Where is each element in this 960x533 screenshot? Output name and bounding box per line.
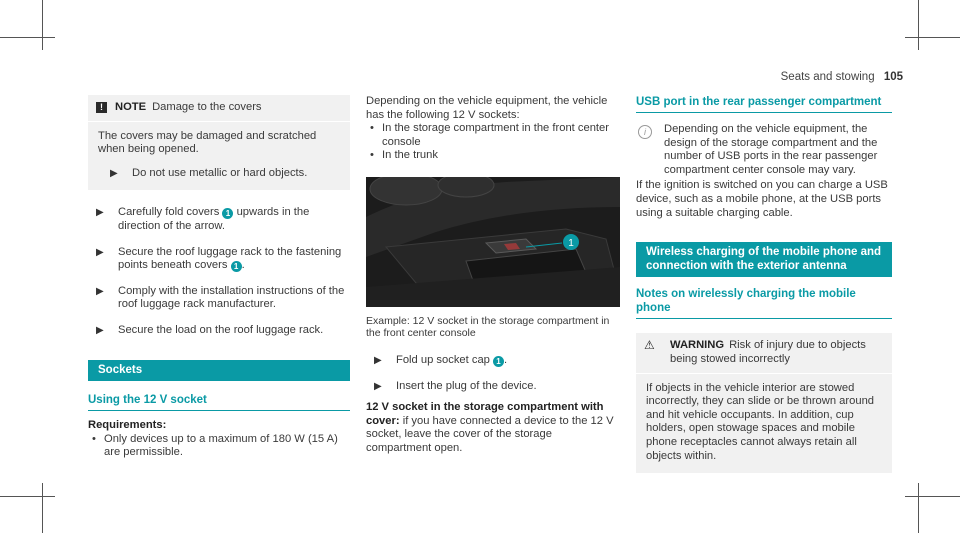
step-text: Comply with the installation instructions of the roof luggage rack manufacturer. [118, 284, 345, 311]
info-text: Depending on the vehicle equipment, the design of the storage compartment and the number of USB ports in the rear passenger compartment center console may vary. [664, 123, 878, 176]
arrow-icon: ▶ [110, 167, 118, 179]
cover-text: if you have connected a device to the 12 V socket, leave the cover of the storage compartment open. [366, 414, 614, 454]
usb-heading: USB port in the rear passenger compartment [636, 95, 892, 113]
warning-triangle-icon: ⚠ [644, 338, 655, 353]
note-step [98, 167, 340, 181]
ignition-text: If the ignition is switched on you can charge a USB device, such as a mobile phone, at the USB ports using a suitable charging cable. [636, 179, 888, 219]
crop-mark [0, 37, 55, 38]
crop-mark [905, 496, 960, 497]
instruction-step [366, 354, 620, 368]
arrow-icon: ▶ [374, 354, 382, 366]
crop-mark [42, 483, 43, 533]
column-left [88, 95, 350, 460]
list-item: • In the storage compartment in the front center console [366, 122, 620, 149]
arrow-icon: ▶ [96, 285, 104, 297]
step-text: Secure the roof luggage rack to the fastening points beneath covers [118, 245, 342, 272]
page-number: 105 [883, 71, 903, 83]
warning-subtitle: Risk of injury due to objects being stowed incorrectly [670, 339, 866, 365]
step-text: upwards in the direction of the arrow. [118, 206, 310, 232]
column-middle [366, 95, 620, 456]
instruction-step [88, 206, 350, 233]
note-header [88, 95, 350, 122]
callout-badge: 1 [231, 261, 242, 272]
requirements-label: Requirements: [88, 419, 167, 432]
list-item-text: Only devices up to a maximum of 180 W (15 A) are permissible. [104, 432, 338, 459]
warning-title: WARNING [670, 339, 725, 352]
arrow-icon: ▶ [374, 380, 382, 392]
socket-locations-list [366, 122, 620, 163]
intro-text: Depending on the vehicle equipment, the vehicle has the following 12 V sockets: [366, 95, 608, 121]
instruction-step [88, 285, 350, 312]
list-item: • Only devices up to a maximum of 180 W (15 A) are permissible. [88, 433, 350, 460]
crop-mark [0, 496, 55, 497]
section-bar-wireless: Wireless charging of the mobile phone and connection with the exterior antenna [636, 242, 892, 277]
callout-badge: 1 [493, 356, 504, 367]
note-text: The covers may be damaged and scratched when being opened. [98, 129, 317, 156]
section-bar-sockets: Sockets [88, 360, 350, 382]
arrow-icon: ▶ [96, 207, 104, 219]
photo-callout-badge: 1 [568, 237, 574, 249]
list-item-text: In the trunk [382, 149, 438, 162]
warning-body: If objects in the vehicle interior are stowed incorrectly, they can slide or be thrown around and hit vehicle occupants. In addition, cup holders, open stowage spaces and mobile phone receptacles cannot always retain all objects within. [646, 381, 875, 462]
step-text: Carefully fold covers [118, 206, 223, 219]
note-body [88, 122, 350, 191]
step-text: Insert the plug of the device. [396, 379, 537, 392]
list-item-text: In the storage compartment in the front center console [382, 122, 609, 148]
note-subtitle: Damage to the covers [152, 101, 262, 113]
step-text: . [504, 353, 508, 366]
step-list [88, 206, 350, 337]
page-header [781, 71, 903, 83]
center-console-illustration [366, 177, 620, 307]
arrow-icon: ▶ [96, 324, 104, 336]
warning-header [636, 333, 892, 373]
warning-box [636, 333, 892, 473]
arrow-icon: ▶ [96, 246, 104, 258]
crop-mark [905, 37, 960, 38]
exclamation-icon: ! [96, 102, 107, 113]
instruction-step [88, 246, 350, 273]
socket-photo [366, 177, 620, 307]
socket-heading: Using the 12 V socket [88, 393, 350, 411]
step-text: . [241, 259, 245, 272]
note-box [88, 95, 350, 190]
column-right [636, 95, 892, 473]
callout-badge: 1 [222, 208, 233, 219]
note-title: NOTE [115, 101, 147, 113]
crop-mark [918, 483, 919, 533]
instruction-step [88, 324, 350, 338]
crop-mark [42, 0, 43, 50]
cover-paragraph [366, 401, 620, 455]
photo-caption: Example: 12 V socket in the storage compartment in the front center console [366, 314, 610, 340]
section-title: Seats and stowing [780, 71, 875, 83]
note-step-text: Do not use metallic or hard objects. [132, 166, 308, 179]
cover-heading: 12 V socket in the storage compartment with cover: [366, 401, 604, 427]
wireless-notes-heading: Notes on wirelessly charging the mobile phone [636, 287, 892, 319]
crop-mark [918, 0, 919, 50]
step-text: Secure the load on the roof luggage rack. [118, 323, 324, 336]
requirements-list [88, 433, 350, 460]
instruction-step [366, 380, 620, 394]
step-text: Fold up socket cap [396, 353, 494, 366]
info-icon: i [638, 125, 652, 139]
list-item: • In the trunk [370, 149, 438, 162]
info-note [636, 123, 892, 177]
